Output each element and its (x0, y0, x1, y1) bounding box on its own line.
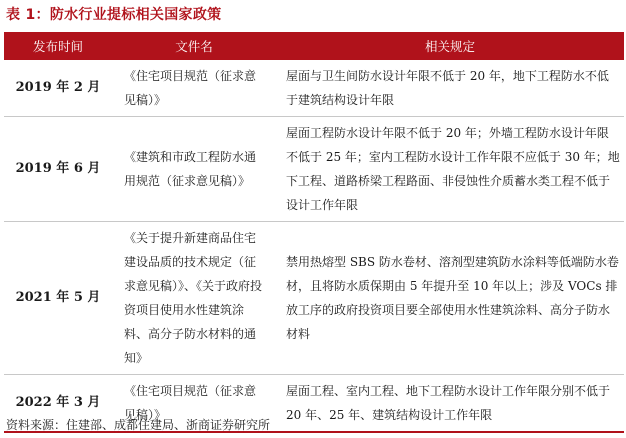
source-note: 资料来源：住建部、成都住建局、浙商证券研究所 (6, 418, 271, 432)
row-date: 2019 年 6 月 (4, 117, 112, 222)
table-header (4, 32, 624, 60)
row-date: 2022 年 3 月 (4, 375, 112, 433)
row-document: 《住宅项目规范（征求意见稿）》 (112, 60, 276, 117)
row-document: 《建筑和市政工程防水通用规范（征求意见稿）》 (112, 117, 276, 222)
row-date: 2021 年 5 月 (4, 222, 112, 375)
table-row (4, 222, 624, 375)
row-regulation: 屋面工程防水设计年限不低于 20 年；外墙工程防水设计年限不低于 25 年；室内工程防水设计工作年限不应低于 30 年；地下工程、道路桥梁工程路面、非侵蚀性介质蓄水类工程不低于设计工作年限 (276, 117, 624, 222)
header-document: 文件名 (112, 32, 276, 60)
row-regulation: 屋面工程、室内工程、地下工程防水设计工作年限分别不低于 20 年、25 年、建筑结构设计工作年限 (276, 375, 624, 433)
header-row (4, 32, 624, 60)
header-date: 发布时间 (4, 32, 112, 60)
row-date: 2019 年 2 月 (4, 60, 112, 117)
policy-table (4, 32, 624, 433)
row-regulation: 屋面与卫生间防水设计年限不低于 20 年，地下工程防水不低于建筑结构设计年限 (276, 60, 624, 117)
header-regulation: 相关规定 (276, 32, 624, 60)
row-document: 《关于提升新建商品住宅建设品质的技术规定（征求意见稿）》、《关于政府投资项目使用水性建筑涂料、高分子防水材料的通知》 (112, 222, 276, 375)
table-row (4, 117, 624, 222)
table-body (4, 60, 624, 432)
row-document: 《住宅项目规范（征求意见稿）》 (112, 375, 276, 433)
table-title: 表 1：防水行业提标相关国家政策 (6, 7, 222, 23)
table-row (4, 60, 624, 117)
row-regulation: 禁用热熔型 SBS 防水卷材、溶剂型建筑防水涂料等低端防水卷材，且将防水质保期由 5 年提升至 10 年以上；涉及 VOCs 排放工序的政府投资项目要全部使用水性建筑涂料、高分子防水材料 (276, 222, 624, 375)
